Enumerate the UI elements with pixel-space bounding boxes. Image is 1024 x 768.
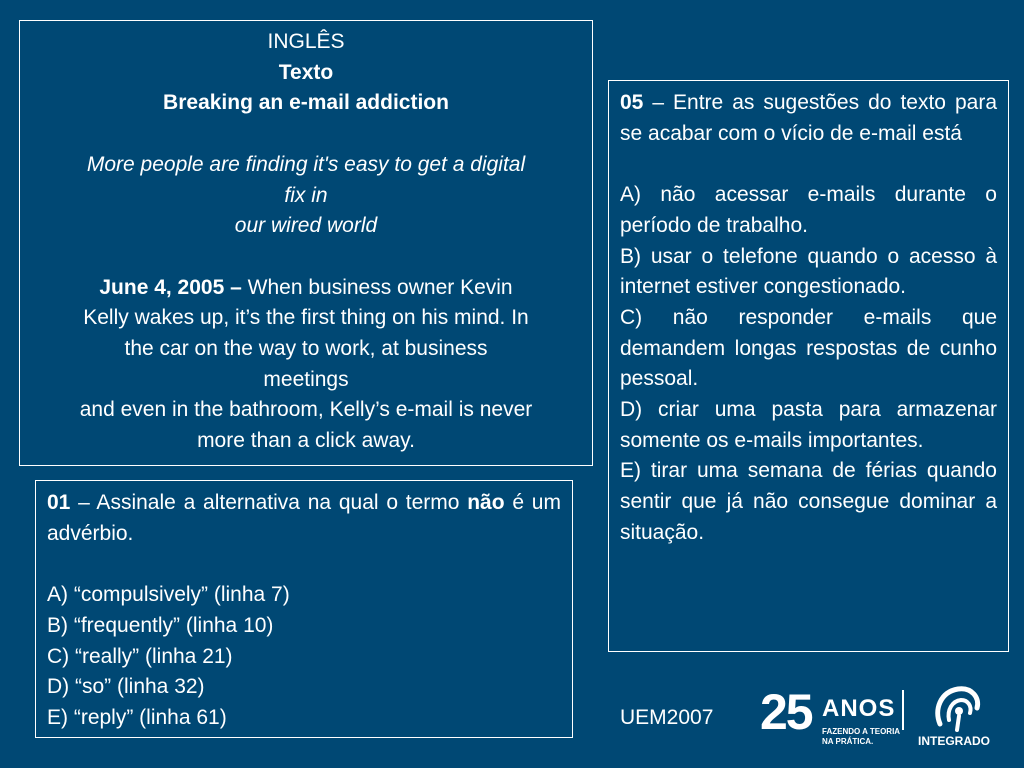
logo-divider — [902, 690, 904, 730]
spacer — [28, 119, 584, 150]
integrado-logo — [760, 682, 1010, 752]
article-body-line: more than a click away. — [197, 429, 415, 453]
logo-tagline: FAZENDO A TEORIA — [822, 727, 901, 736]
question-number: 05 — [620, 91, 644, 114]
article-subtitle-line: More people are finding it's easy to get a digital — [86, 152, 526, 176]
article-body-line: meetings — [263, 367, 349, 391]
answer-option-e: E) tirar uma semana de férias quando sentir que já não consegue dominar a situação. — [620, 459, 997, 544]
question-01-box — [35, 480, 573, 738]
article-title: Breaking an e-mail addiction — [163, 91, 449, 115]
anniversary-number: 25 — [760, 684, 812, 740]
article-subtitle-line: fix in — [284, 183, 328, 207]
article-body-line — [28, 273, 584, 304]
answer-option-b: B) usar o telefone quando o acesso à internet estiver congestionado. — [620, 244, 997, 299]
article-body-line: the car on the way to work, at business — [124, 337, 488, 360]
question-05-stem — [620, 88, 997, 149]
article-body-line: Kelly wakes up, it’s the first thing on his mind. In — [83, 306, 529, 330]
question-stem-text: é um advérbio. — [47, 491, 561, 545]
answer-option-a: A) não acessar e-mails durante o período de trabalho. — [620, 183, 997, 237]
article-subtitle-line: our wired world — [234, 214, 378, 238]
answer-option-d: D) criar uma pasta para armazenar somente os e-mails importantes. — [620, 398, 997, 452]
exam-source: UEM2007 — [620, 706, 714, 729]
answer-option-d: D) “so” (linha 32) — [47, 675, 205, 699]
anniversary-anos: ANOS — [822, 695, 896, 722]
answer-option-e: E) “reply” (linha 61) — [47, 705, 227, 729]
question-stem-text: – Entre as sugestões do texto para se acabar com o vício de e-mail está — [620, 91, 997, 145]
text-label: Texto — [278, 60, 334, 84]
answer-option-c: C) “really” (linha 21) — [47, 644, 233, 668]
question-number: 01 — [47, 491, 71, 514]
integrado-symbol-icon — [932, 684, 982, 732]
spacer — [47, 549, 561, 580]
subject-label: INGLÊS — [267, 30, 345, 53]
spacer — [620, 149, 997, 180]
question-stem-text: – Assinale a alternativa na qual o termo — [70, 491, 468, 514]
logo-tagline: NA PRÁTICA. — [822, 737, 874, 746]
answer-option-b: B) “frequently” (linha 10) — [47, 613, 274, 637]
integrado-brand-name: INTEGRADO — [918, 734, 990, 748]
article-body-line: and even in the bathroom, Kelly’s e-mail is never — [79, 398, 533, 422]
question-01-stem — [47, 488, 561, 549]
spacer — [28, 242, 584, 273]
answer-option-a: A) “compulsively” (linha 7) — [47, 583, 290, 607]
question-05-box — [608, 80, 1009, 652]
answer-option-c: C) não responder e-mails que demandem longas respostas de cunho pessoal. — [620, 305, 997, 391]
article-body-text: When business owner Kevin — [247, 275, 513, 299]
reading-text-box — [19, 20, 593, 466]
article-date: June 4, 2005 – — [99, 275, 242, 299]
question-stem-emphasis: não — [467, 491, 505, 514]
